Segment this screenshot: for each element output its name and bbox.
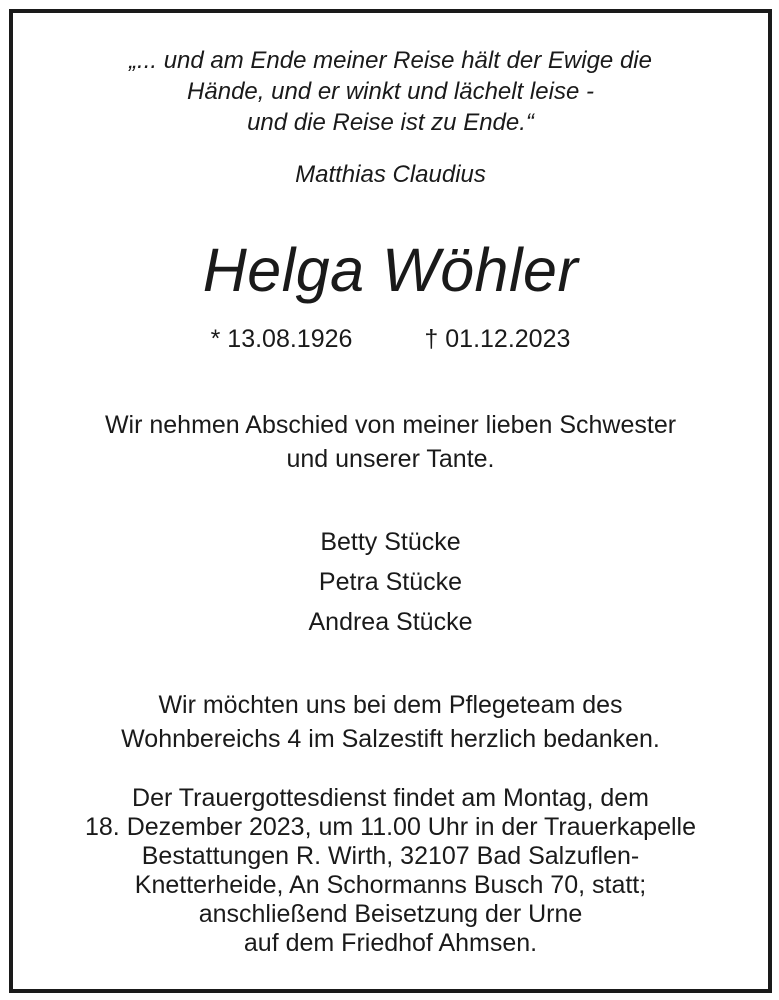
birth-date: * 13.08.1926 [210, 325, 353, 353]
service-line: Knetterheide, An Schormanns Busch 70, statt; [134, 871, 647, 899]
thanks-line: Wir möchten uns bei dem Pflegeteam des [158, 691, 623, 719]
death-date: † 01.12.2023 [424, 325, 571, 353]
life-dates [13, 324, 768, 354]
mourners-list [13, 522, 768, 642]
farewell-text [13, 408, 768, 476]
thanks-line: Wohnbereichs 4 im Salzestift herzlich bedanken. [121, 725, 660, 753]
service-line: Der Trauergottesdienst findet am Montag, dem [132, 784, 649, 812]
service-details [13, 784, 768, 958]
quote [13, 45, 768, 138]
service-line: Bestattungen R. Wirth, 32107 Bad Salzuflen- [141, 842, 640, 870]
service-line: auf dem Friedhof Ahmsen. [243, 929, 538, 957]
deceased-name: Helga Wöhler [202, 236, 579, 304]
farewell-line: und unserer Tante. [286, 445, 495, 473]
quote-line: Hände, und er winkt und lächelt leise - [187, 78, 594, 105]
service-line: anschließend Beisetzung der Urne [198, 900, 583, 928]
obituary-frame [9, 9, 772, 993]
farewell-line: Wir nehmen Abschied von meiner lieben Schwester [104, 411, 677, 439]
mourner-name: Betty Stücke [320, 528, 461, 556]
mourner-name: Andrea Stücke [308, 608, 473, 636]
service-line: 18. Dezember 2023, um 11.00 Uhr in der Trauerkapelle [85, 813, 696, 841]
quote-line: „... und am Ende meiner Reise hält der Ewige die [129, 47, 652, 74]
quote-line: und die Reise ist zu Ende.“ [247, 109, 534, 136]
quote-author: Matthias Claudius [295, 161, 486, 188]
mourner-name: Petra Stücke [318, 568, 463, 596]
thanks-text [13, 688, 768, 756]
